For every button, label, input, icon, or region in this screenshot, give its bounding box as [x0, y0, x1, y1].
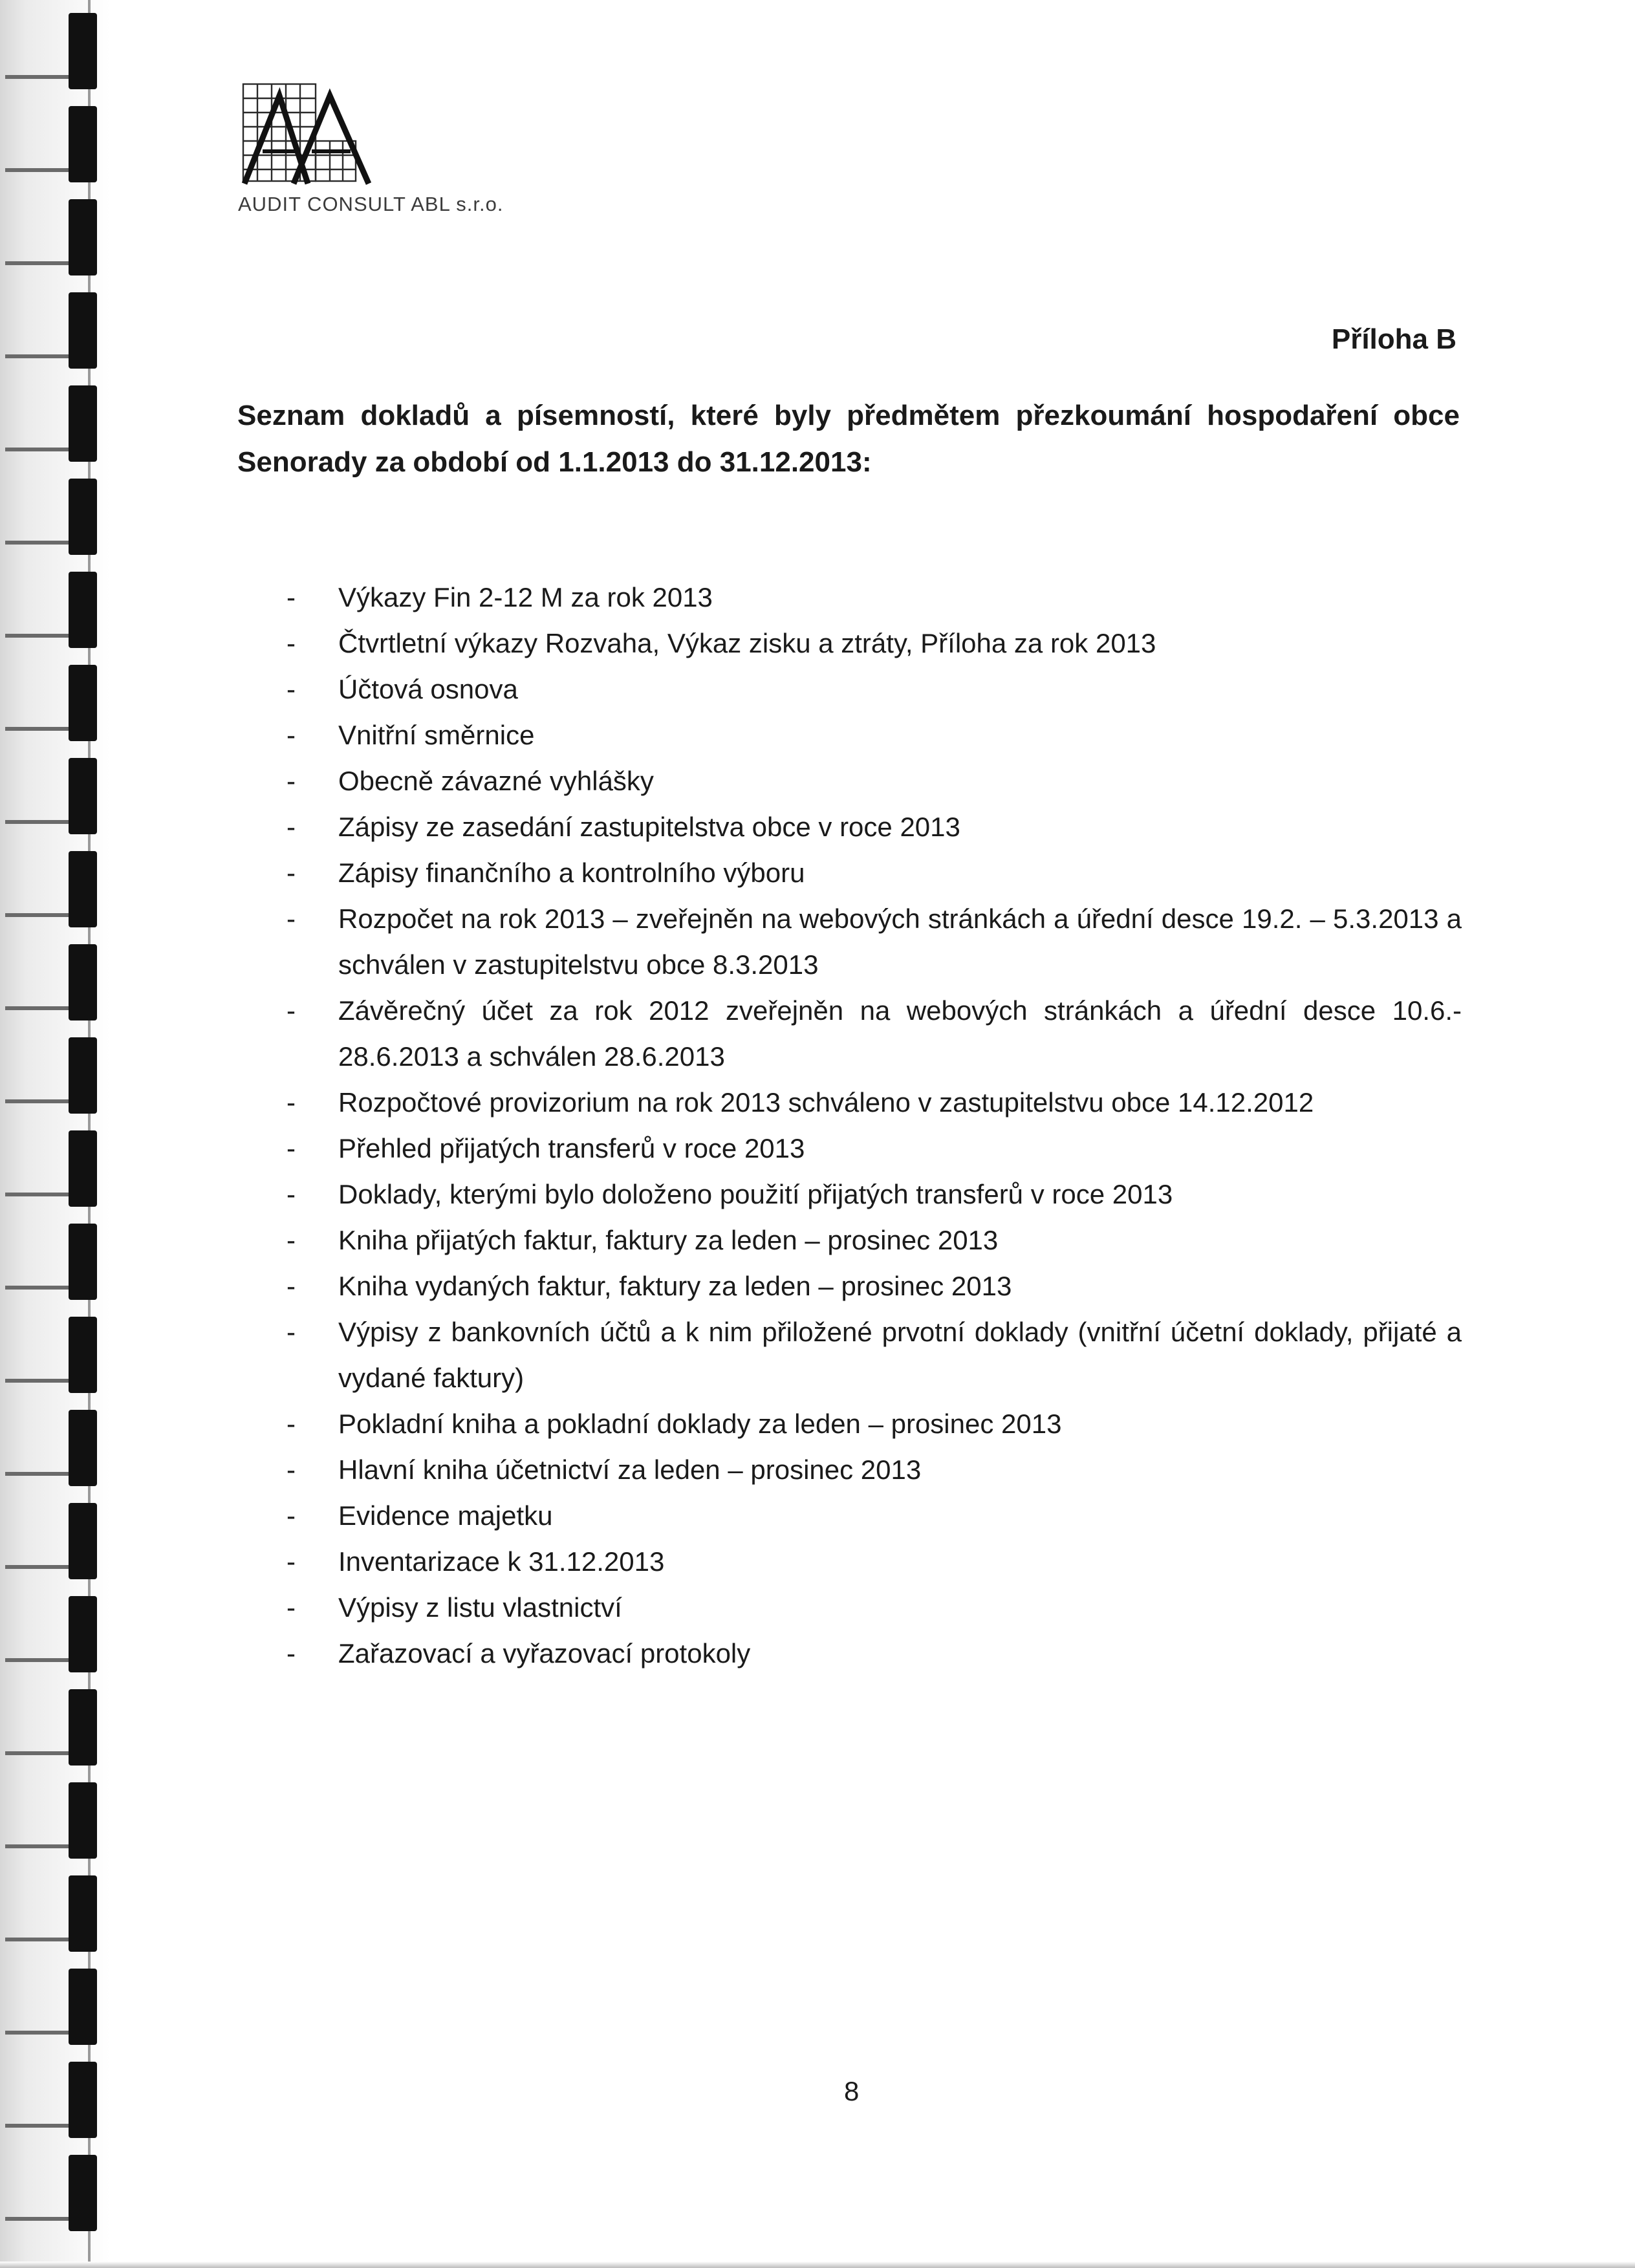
binding-ring	[5, 1782, 96, 1859]
binding-ring-tick	[5, 1844, 70, 1848]
binding-ring	[5, 479, 96, 555]
binding-ring-tick	[5, 448, 70, 451]
binding-ring-block	[69, 2062, 97, 2138]
binding-ring-tick	[5, 913, 70, 917]
list-item-text: Hlavní kniha účetnictví za leden – prosinec 2013	[338, 1454, 922, 1485]
list-bullet: -	[287, 1409, 296, 1439]
binding-ring-tick	[5, 1099, 70, 1103]
list-item	[287, 804, 1462, 850]
list-bullet: -	[287, 812, 296, 842]
binding-ring	[5, 385, 96, 462]
list-item	[287, 850, 1462, 896]
binding-ring-block	[69, 1317, 97, 1393]
list-bullet: -	[287, 1454, 296, 1485]
binding-ring-block	[69, 758, 97, 834]
list-bullet: -	[287, 1133, 296, 1163]
binding-ring-tick	[5, 541, 70, 545]
list-item-text: Inventarizace k 31.12.2013	[338, 1546, 665, 1577]
list-item	[287, 1171, 1462, 1217]
binding-ring-tick	[5, 2124, 70, 2128]
list-item-text: Výpisy z listu vlastnictví	[338, 1592, 622, 1623]
list-item-text: Rozpočtové provizorium na rok 2013 schváleno v zastupitelstvu obce 14.12.2012	[338, 1087, 1314, 1118]
list-bullet: -	[287, 720, 296, 750]
document-heading: Seznam dokladů a písemností, které byly předmětem přezkoumání hospodaření obce Senorady za období od 1.1.2013 do 31.12.2013:	[237, 400, 1460, 478]
binding-ring-tick	[5, 1938, 70, 1941]
list-bullet: -	[287, 1225, 296, 1255]
binding-ring	[5, 851, 96, 927]
binding-ring-block	[69, 1503, 97, 1579]
binding-ring	[5, 665, 96, 741]
binding-ring-block	[69, 2155, 97, 2231]
binding-ring-block	[69, 106, 97, 182]
binding-ring-block	[69, 199, 97, 275]
binding-ring-tick	[5, 261, 70, 265]
binding-ring	[5, 1130, 96, 1207]
binding-ring-tick	[5, 1193, 70, 1196]
binding-strip	[0, 0, 110, 2268]
appendix-label: Příloha B	[1331, 323, 1456, 355]
list-item	[287, 712, 1462, 758]
list-bullet: -	[287, 858, 296, 888]
list-item	[287, 1447, 1462, 1493]
list-item	[287, 758, 1462, 804]
list-bullet: -	[287, 1592, 296, 1623]
page-bottom-edge	[0, 2262, 1635, 2268]
binding-ring-block	[69, 1037, 97, 1114]
list-bullet: -	[287, 1179, 296, 1209]
binding-ring	[5, 1875, 96, 1952]
document-list	[287, 574, 1462, 1676]
binding-ring	[5, 1410, 96, 1486]
list-bullet: -	[287, 903, 296, 934]
list-item-text: Doklady, kterými bylo doloženo použití přijatých transferů v roce 2013	[338, 1179, 1173, 1209]
binding-ring	[5, 1689, 96, 1766]
list-bullet: -	[287, 674, 296, 704]
company-logo	[239, 79, 375, 190]
binding-ring-tick	[5, 634, 70, 638]
binding-ring	[5, 2155, 96, 2231]
list-bullet: -	[287, 1271, 296, 1301]
list-item-text: Vnitřní směrnice	[338, 720, 535, 750]
binding-ring-block	[69, 944, 97, 1021]
binding-ring-tick	[5, 727, 70, 731]
list-item	[287, 1401, 1462, 1447]
list-bullet: -	[287, 1317, 296, 1347]
binding-ring	[5, 758, 96, 834]
binding-ring-block	[69, 1410, 97, 1486]
list-item-text: Účtová osnova	[338, 674, 518, 704]
binding-ring-tick	[5, 354, 70, 358]
binding-ring	[5, 13, 96, 89]
list-bullet: -	[287, 628, 296, 658]
binding-ring-tick	[5, 1472, 70, 1476]
list-item	[287, 1584, 1462, 1630]
list-item	[287, 1217, 1462, 1263]
page-number: 8	[844, 2076, 860, 2106]
list-item-text: Kniha přijatých faktur, faktury za leden – prosinec 2013	[338, 1225, 999, 1255]
list-item	[287, 896, 1462, 988]
binding-ring-tick	[5, 1006, 70, 1010]
list-item-text: Pokladní kniha a pokladní doklady za leden – prosinec 2013	[338, 1409, 1062, 1439]
binding-ring-block	[69, 1875, 97, 1952]
binding-ring-block	[69, 665, 97, 741]
list-item-text: Výpisy z bankovních účtů a k nim přiložené prvotní doklady (vnitřní účetní doklady, přijaté a vydané faktury)	[338, 1317, 1462, 1393]
list-bullet: -	[287, 1087, 296, 1118]
list-bullet: -	[287, 1500, 296, 1531]
list-bullet: -	[287, 1546, 296, 1577]
list-item-text: Evidence majetku	[338, 1500, 553, 1531]
list-item-text: Obecně závazné vyhlášky	[338, 766, 654, 796]
list-item	[287, 988, 1462, 1079]
binding-ring-tick	[5, 168, 70, 172]
binding-ring	[5, 572, 96, 648]
binding-ring	[5, 1969, 96, 2045]
list-item	[287, 1309, 1462, 1401]
list-item-text: Kniha vydaných faktur, faktury za leden – prosinec 2013	[338, 1271, 1012, 1301]
binding-ring-block	[69, 1130, 97, 1207]
list-item-text: Zápisy finančního a kontrolního výboru	[338, 858, 805, 888]
binding-ring	[5, 1503, 96, 1579]
list-bullet: -	[287, 582, 296, 612]
list-bullet: -	[287, 766, 296, 796]
list-item	[287, 620, 1462, 666]
binding-ring-block	[69, 385, 97, 462]
binding-ring	[5, 1224, 96, 1300]
binding-ring-block	[69, 292, 97, 369]
list-item	[287, 1079, 1462, 1125]
binding-ring-block	[69, 479, 97, 555]
list-item-text: Výkazy Fin 2-12 M za rok 2013	[338, 582, 713, 612]
binding-ring	[5, 1037, 96, 1114]
binding-ring-block	[69, 13, 97, 89]
binding-ring-tick	[5, 2031, 70, 2035]
binding-ring-block	[69, 1689, 97, 1766]
list-item	[287, 1493, 1462, 1539]
list-item	[287, 1125, 1462, 1171]
list-bullet: -	[287, 995, 296, 1026]
binding-ring-tick	[5, 1658, 70, 1662]
binding-ring-block	[69, 1224, 97, 1300]
binding-ring-block	[69, 572, 97, 648]
list-item	[287, 574, 1462, 620]
list-item-text: Zařazovací a vyřazovací protokoly	[338, 1638, 751, 1669]
company-name: AUDIT CONSULT ABL s.r.o.	[238, 193, 504, 215]
binding-ring-block	[69, 1782, 97, 1859]
list-item	[287, 1630, 1462, 1676]
binding-ring-tick	[5, 820, 70, 824]
binding-ring	[5, 199, 96, 275]
binding-ring-tick	[5, 1565, 70, 1569]
list-item-text: Čtvrtletní výkazy Rozvaha, Výkaz zisku a ztráty, Příloha za rok 2013	[338, 628, 1156, 658]
list-item-text: Závěrečný účet za rok 2012 zveřejněn na webových stránkách a úřední desce 10.6.- 28.6.2013 a schválen 28.6.2013	[338, 995, 1462, 1072]
list-item	[287, 1539, 1462, 1584]
list-bullet: -	[287, 1638, 296, 1669]
binding-ring-block	[69, 851, 97, 927]
binding-ring	[5, 2062, 96, 2138]
binding-ring	[5, 292, 96, 369]
list-item	[287, 1263, 1462, 1309]
binding-ring	[5, 944, 96, 1021]
binding-ring	[5, 106, 96, 182]
list-item	[287, 666, 1462, 712]
binding-ring-tick	[5, 1379, 70, 1383]
binding-ring-tick	[5, 1286, 70, 1290]
binding-ring-block	[69, 1969, 97, 2045]
list-item-text: Zápisy ze zasedání zastupitelstva obce v roce 2013	[338, 812, 960, 842]
binding-ring-tick	[5, 1751, 70, 1755]
binding-ring	[5, 1596, 96, 1672]
list-item-text: Rozpočet na rok 2013 – zveřejněn na webových stránkách a úřední desce 19.2. – 5.3.2013 a schválen v zastupitelstvu obce 8.3.2013	[338, 903, 1462, 980]
binding-ring-block	[69, 1596, 97, 1672]
list-item-text: Přehled přijatých transferů v roce 2013	[338, 1133, 805, 1163]
binding-ring-tick	[5, 2217, 70, 2221]
binding-ring-tick	[5, 75, 70, 79]
binding-ring	[5, 1317, 96, 1393]
